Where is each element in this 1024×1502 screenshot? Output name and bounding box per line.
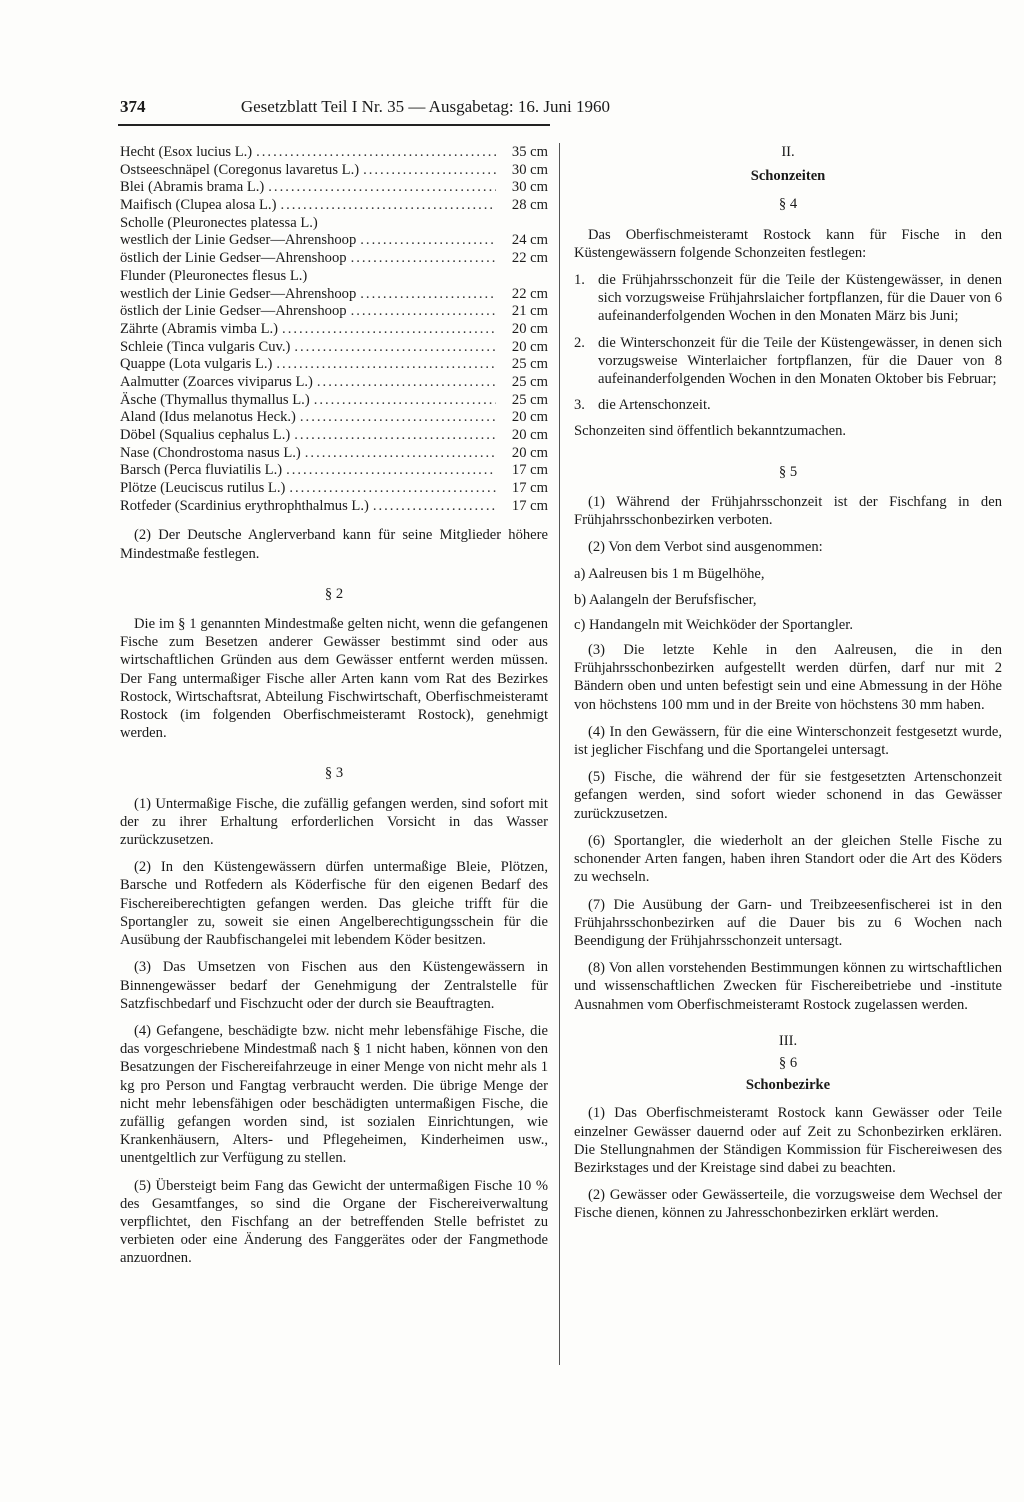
dot-leader [360,285,496,303]
header-rule [118,124,550,126]
fish-name: Maifisch (Clupea alosa L.) [120,197,277,214]
fish-name: Döbel (Squalius cephalus L.) [120,427,291,443]
fish-minimum-size: 20 cm [511,320,548,337]
dot-leader [363,161,496,179]
section-3-paragraph-4: (4) Gefangene, beschädigte bzw. nicht mehr lebensfähige Fische, die das vorgeschriebene Mindestmaß nach § 1 nicht haben, können von den Besatzungen der Fischereifahrzeuge in einer Menge von nicht mehr als 1 kg pro Person und Fangtag verbraucht werden. Die übrige Menge der nicht mehr lebensfähigen oder beschädigten untermaßigen Fische, die zufällig gefangen worden sind, ist sozialen Einrichtungen, wie Krankenhäusern, Alters- und Pflegeheimen, Kinderheimen usw., unentgeltlich zur Verfügung zu stellen. [120,1022,548,1167]
dot-leader [360,231,496,249]
fish-minimum-size: 20 cm [511,427,548,443]
fish-row [120,391,548,409]
fish-row [120,461,548,479]
section-5-paragraph-8: (8) Von allen vorstehenden Bestimmungen können zu wirtschaftlichen und wissenschaftlichen Zwecken für Fischereibetriebe und -institute Ausnahmen vom Oberfischmeisteramt Rostock zugelassen werden. [574,960,1002,1013]
dot-leader [373,497,496,515]
fish-name: Plötze (Leuciscus rutilus L.) [120,480,286,497]
left-column [120,143,548,1277]
fish-name: Aalmutter (Zoarces viviparus L.) [120,373,313,390]
fish-minimum-size: 28 cm [511,197,548,214]
fish-row [120,285,548,303]
dot-leader [282,320,496,338]
fish-minimum-size: 35 cm [511,144,548,160]
fish-group-heading: Scholle (Pleuronectes platessa L.) [120,214,318,231]
fish-minimum-size: 24 cm [511,232,548,249]
section-4-heading: § 4 [778,196,798,213]
fish-name: Barsch (Perca fluviatilis L.) [120,462,283,479]
dot-leader [294,426,496,444]
fish-name: Rotfeder (Scardinius erythrophthalmus L.) [120,497,369,514]
section-5-paragraph-4: (4) In den Gewässern, für die eine Winterschonzeit festgesetzt wurde, ist jeglicher Fischfang und die Sportangelei untersagt. [574,723,1002,759]
fish-name: östlich der Linie Gedser—Ahrenshoop [120,250,347,267]
fish-name: östlich der Linie Gedser—Ahrenshoop [120,303,347,320]
exception-item-b: b) Aalangeln der Berufsfischer, [574,591,757,608]
fish-minimum-size: 20 cm [511,444,548,461]
list-item-number: 3. [574,397,585,414]
dot-leader [317,373,496,391]
fish-minimum-size: 17 cm [511,462,548,479]
fish-minimum-size: 21 cm [511,303,548,320]
fish-name: Aland (Idus melanotus Heck.) [120,409,296,426]
exception-item-a: a) Aalreusen bis 1 m Bügelhöhe, [574,566,765,583]
fish-minimum-size: 20 cm [511,409,548,426]
fish-minimum-size: 17 cm [511,497,548,514]
fish-name: Äsche (Thymallus thymallus L.) [120,391,310,408]
section-4-intro: Das Oberfischmeisteramt Rostock kann für Fische in den Küstengewässern folgende Schonzeiten festlegen: [574,226,1002,261]
list-item [574,334,1002,389]
list-item-text: die Winterschonzeit für die Teile der Küstengewässer, in denen sich vorzugsweise Winterlaicher fortpflanzen, für die Dauer von 8 aufeinanderfolgenden Wochen in den Monaten Oktober bis Februar; [598,334,1002,388]
fish-name: Zährte (Abramis vimba L.) [120,320,279,337]
list-item [574,396,1002,414]
dot-leader [351,302,496,320]
fish-name: Quappe (Lota vulgaris L.) [120,356,273,373]
section-5-heading: § 5 [778,463,798,480]
dot-leader [286,461,496,479]
dot-leader [276,355,496,373]
list-item [574,271,1002,326]
section-6-heading: § 6 [778,1054,798,1071]
dot-leader [314,391,496,409]
section-5-paragraph-7: (7) Die Ausübung der Garn- und Treibzeesenfischerei ist in den Frühjahrsschonbezirken auf die Dauer bis zu 6 Wochen nach Beendigung der Frühjahrsschonzeit untersagt. [574,896,1002,949]
right-column [574,143,1002,1232]
section-3-heading: § 3 [324,765,344,782]
section-2-text: Die im § 1 genannten Mindestmaße gelten nicht, wenn die gefangenen Fische zum Besetzen anderer Gewässer bestimmt sind oder aus wirtschaftlichen Gründen aus dem Gewässer entfernt werden müssen. Der Fang untermaßiger Fische aller Arten kann vom Rat des Bezirkes Rostock, Wirtschaftsrat, Abteilung Fischwirtschaft, Oberfischmeisteramt Rostock (im folgenden Oberfischmeisteramt Rostock), genehmigt werden. [120,616,548,742]
fish-row [120,408,548,426]
part-2-numeral: II. [781,144,795,160]
fish-minimum-size-list [120,143,548,514]
fish-row [120,497,548,515]
part-3-numeral: III. [778,1032,798,1049]
fish-row [120,479,548,497]
fish-row [120,178,548,196]
fish-name: Hecht (Esox lucius L.) [120,144,253,160]
section-3-paragraph-2: (2) In den Küstengewässern dürfen untermaßige Bleie, Plötzen, Barsche und Rotfedern als Köderfische für den eigenen Bedarf des Fischereiberechtigten gefangen werden. Das gleiche trifft für die Sportangler zu, soweit sie einen Angelberechtigungsschein für die Ausübung der Raubfischangelei mit lebendem Köder besitzen. [120,859,548,949]
section-6-paragraph-1: (1) Das Oberfischmeisteramt Rostock kann Gewässer oder Teile einzelner Gewässer dauernd oder auf Zeit zu Schonbezirken erklären. Die Stellungnahmen der Ständigen Kommission für Fischereiwesen des Bezirkstages und der Kreistage sind dabei zu beachten. [574,1105,1002,1176]
fish-row [120,373,548,391]
dot-leader [300,408,496,426]
fish-name: Blei (Abramis brama L.) [120,179,265,196]
dot-leader [268,178,496,196]
fish-name: Ostseeschnäpel (Coregonus lavaretus L.) [120,161,360,178]
paragraph-1-2: (2) Der Deutsche Anglerverband kann für seine Mitglieder höhere Mindestmaße festlegen. [120,527,548,562]
fish-row [120,302,548,320]
fish-name: Nase (Chondrostoma nasus L.) [120,444,301,461]
fish-name: westlich der Linie Gedser—Ahrenshoop [120,285,357,302]
fish-row [120,320,548,338]
list-item-number: 2. [574,334,585,351]
dot-leader [305,444,496,462]
list-item-text: die Artenschonzeit. [598,397,711,414]
fish-minimum-size: 20 cm [511,338,548,355]
list-item-text: die Frühjahrsschonzeit für die Teile der Küstengewässer, in denen sich vorzugsweise Frühjahrslaicher fortpflanzen, für die Dauer von 6 aufeinanderfolgenden Wochen in den Monaten März bis Juni; [598,272,1002,325]
fish-group-heading: Flunder (Pleuronectes flesus L.) [120,267,308,284]
fish-minimum-size: 22 cm [511,285,548,302]
fish-row [120,444,548,462]
fish-minimum-size: 30 cm [511,179,548,196]
dot-leader [294,338,496,356]
fish-row [120,338,548,356]
publication-title: Gesetzblatt Teil I Nr. 35 — Ausgabetag: 16. Juni 1960 [240,97,610,116]
fish-row [120,196,548,214]
section-5-paragraph-1: (1) Während der Frühjahrsschonzeit ist der Fischfang in den Frühjahrsschonbezirken verboten. [574,493,1002,529]
dot-leader [289,479,496,497]
page-number: 374 [120,97,146,116]
fish-row [120,231,548,249]
dot-leader [351,249,496,267]
section-5-paragraph-3: (3) Die letzte Kehle in den Aalreusen, die in den Frühjahrsschonbezirken aufgestellt werden dürfen, darf nur mit 2 Bändern oben und unten befestigt sein und eine Abmessung in der Höhe von höchstens 100 mm und in der Breite von höchstens 30 mm haben. [574,642,1002,713]
fish-row [120,249,548,267]
part-2-title: Schonzeiten [750,168,826,185]
fish-name: westlich der Linie Gedser—Ahrenshoop [120,232,357,249]
part-3-title: Schonbezirke [745,1077,831,1094]
section-2-heading: § 2 [324,585,344,602]
section-5-paragraph-6: (6) Sportangler, die wiederholt an der gleichen Stelle Fische zu schonender Arten fangen, haben ihren Standort oder die Art des Köders zu wechseln. [574,832,1002,886]
fish-minimum-size: 25 cm [511,373,548,390]
fish-minimum-size: 22 cm [511,250,548,267]
list-item-number: 1. [574,272,585,289]
page-header [120,97,610,117]
section-6-paragraph-2: (2) Gewässer oder Gewässerteile, die vorzugsweise dem Wechsel der Fische dienen, können zu Jahresschonbezirken erklärt werden. [574,1187,1002,1222]
exception-item-c: c) Handangeln mit Weichköder der Sportangler. [574,616,853,633]
fish-row [120,355,548,373]
section-3-paragraph-5: (5) Übersteigt beim Fang das Gewicht der untermaßigen Fische 10 % des Gesamtfanges, so sind die Organe der Fischereiverwaltung verpflichtet, den Fischfang an der betreffenden Stelle befristet zu verbieten oder eine Änderung des Fanggerätes oder der Fangmethode anzuordnen. [120,1177,548,1267]
fish-minimum-size: 25 cm [511,356,548,373]
section-5-paragraph-2: (2) Von dem Verbot sind ausgenommen: [588,539,823,556]
fish-minimum-size: 30 cm [511,161,548,178]
fish-row [120,161,548,179]
dot-leader [256,143,496,161]
section-4-closing: Schonzeiten sind öffentlich bekanntzumachen. [574,423,847,440]
column-divider [559,143,560,1365]
section-3-paragraph-1: (1) Untermaßige Fische, die zufällig gefangen werden, sind sofort mit der zu ihrer Erhaltung erforderlichen Vorsicht in das Wasser zurückzusetzen. [120,795,548,849]
fish-row [120,426,548,444]
section-5-paragraph-5: (5) Fische, die während der für sie festgesetzten Artenschonzeit gefangen werden, sind sofort wieder schonend in das Gewässer zurückzusetzen. [574,769,1002,822]
section-3-paragraph-3: (3) Das Umsetzen von Fischen aus den Küstengewässern in Binnengewässer bedarf der Genehmigung der Zentralstelle für Satzfischbedarf und Fischzucht oder der durch sie Beauftragten. [120,959,548,1012]
fish-row [120,143,548,161]
fish-name: Schleie (Tinca vulgaris Cuv.) [120,338,291,355]
dot-leader [280,196,496,214]
fish-minimum-size: 17 cm [511,480,548,497]
fish-minimum-size: 25 cm [511,391,548,408]
